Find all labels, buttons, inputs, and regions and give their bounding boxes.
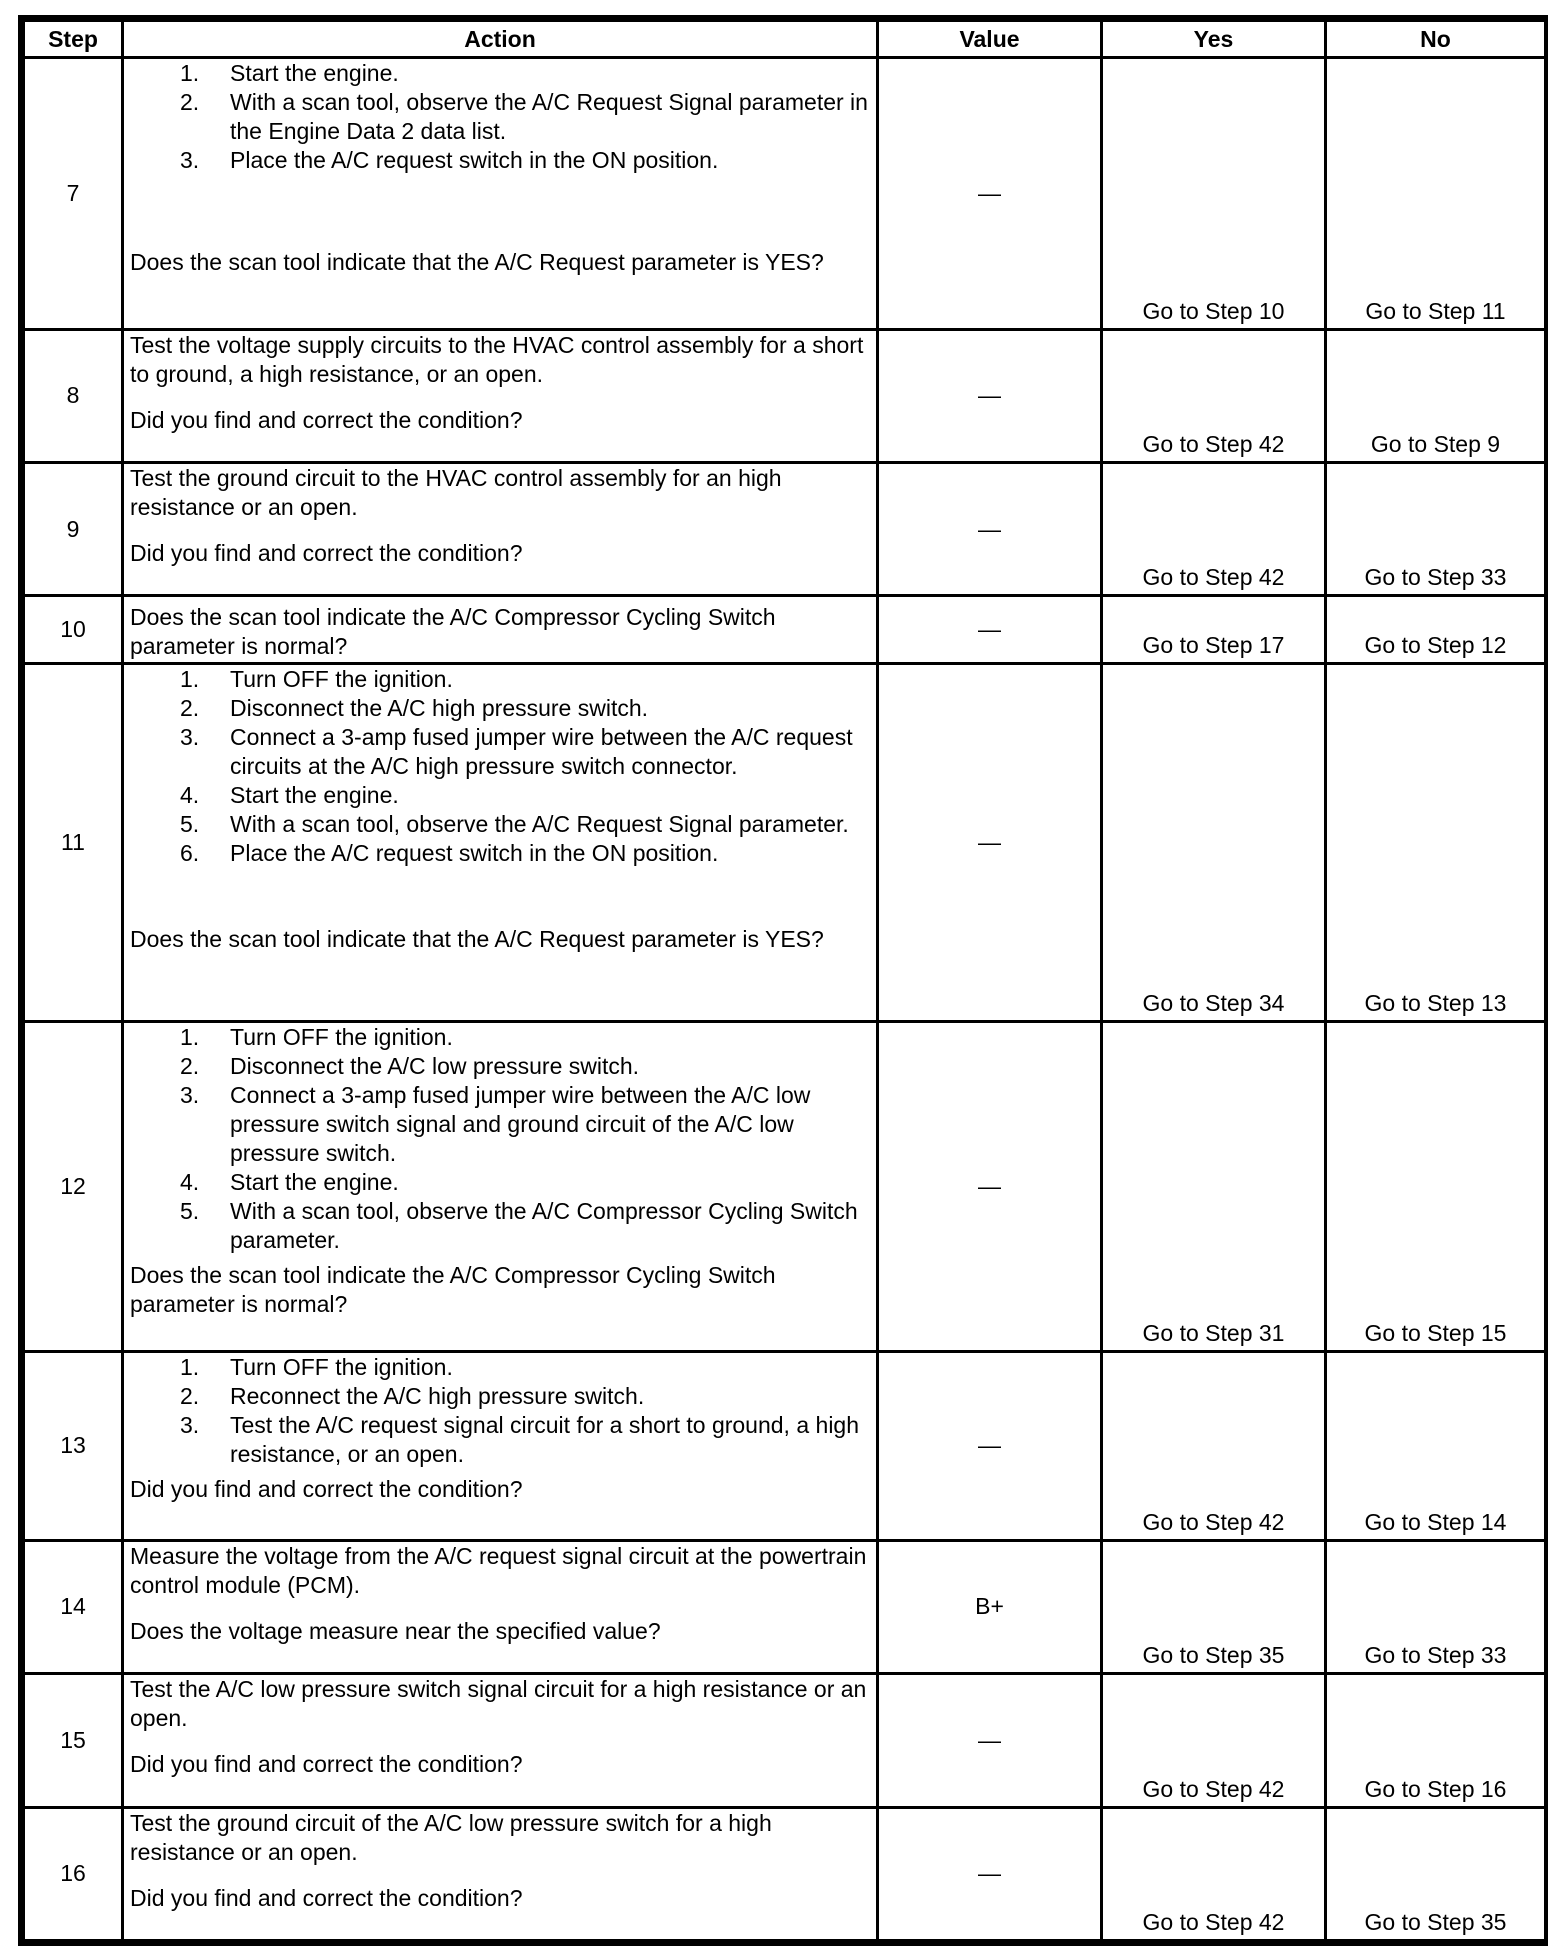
step-number: 10 bbox=[24, 596, 123, 664]
action-content bbox=[130, 1809, 870, 1913]
value-dash: — bbox=[978, 382, 1001, 409]
action-question: Did you find and correct the condition? bbox=[130, 406, 523, 433]
action-instructions bbox=[130, 1353, 870, 1469]
action-step-number: 5. bbox=[180, 811, 200, 838]
action-step-item bbox=[130, 1353, 870, 1382]
action-step-text: Connect a 3-amp fused jumper wire between the A/C request circuits at the A/C high pressure switch connector. bbox=[230, 724, 853, 780]
action-text: Test the ground circuit to the HVAC control assembly for an high resistance or an open. bbox=[130, 464, 782, 520]
no-action: Go to Step 33 bbox=[1326, 1540, 1546, 1673]
action-instructions bbox=[130, 1023, 870, 1255]
action-cell bbox=[123, 329, 878, 462]
action-step-text: Test the A/C request signal circuit for a short to ground, a high resistance, or an open. bbox=[230, 1411, 860, 1467]
table-row bbox=[24, 596, 1546, 664]
action-step-item bbox=[130, 694, 870, 723]
action-content bbox=[130, 464, 870, 568]
action-question: Did you find and correct the condition? bbox=[130, 1884, 523, 1911]
action-step-number: 2. bbox=[180, 89, 200, 115]
action-step-list bbox=[130, 59, 870, 175]
no-action: Go to Step 14 bbox=[1326, 1351, 1546, 1540]
value-dash: — bbox=[978, 1860, 1001, 1887]
action-step-number: 1. bbox=[180, 1023, 200, 1050]
action-instructions bbox=[130, 665, 870, 868]
value-cell bbox=[878, 1351, 1102, 1540]
table-row bbox=[24, 1540, 1546, 1673]
action-step-text: With a scan tool, observe the A/C Compressor Cycling Switch parameter. bbox=[230, 1197, 858, 1253]
step-number: 7 bbox=[24, 58, 123, 330]
action-step-item bbox=[130, 665, 870, 694]
yes-action: Go to Step 42 bbox=[1102, 1351, 1326, 1540]
action-step-item bbox=[130, 1382, 870, 1411]
yes-action: Go to Step 10 bbox=[1102, 58, 1326, 330]
header-row bbox=[24, 21, 1546, 58]
value-cell bbox=[878, 596, 1102, 664]
action-cell bbox=[123, 1540, 878, 1673]
action-step-text: Turn OFF the ignition. bbox=[230, 1023, 453, 1050]
action-cell bbox=[123, 596, 878, 664]
action-content bbox=[130, 1353, 870, 1503]
action-question: Did you find and correct the condition? bbox=[130, 539, 523, 566]
action-content bbox=[130, 59, 870, 277]
action-step-number: 2. bbox=[180, 1052, 200, 1079]
action-content bbox=[130, 665, 870, 954]
action-step-text: With a scan tool, observe the A/C Request Signal parameter in the Engine Data 2 data list. bbox=[230, 89, 868, 144]
table-body bbox=[24, 58, 1546, 1941]
action-step-item bbox=[130, 59, 870, 88]
value-dash: — bbox=[978, 515, 1001, 542]
table-row bbox=[24, 329, 1546, 462]
action-text: Test the voltage supply circuits to the HVAC control assembly for a short to ground, a high resistance, or an open. bbox=[130, 331, 864, 387]
action-step-item bbox=[130, 810, 870, 839]
action-step-item bbox=[130, 1411, 870, 1469]
action-cell bbox=[123, 1674, 878, 1807]
action-step-item bbox=[130, 1168, 870, 1197]
action-step-text: Start the engine. bbox=[230, 782, 399, 809]
value-dash: — bbox=[978, 179, 1001, 206]
action-text: Test the A/C low pressure switch signal circuit for a high resistance or an open. bbox=[130, 1676, 867, 1732]
action-question: Does the scan tool indicate the A/C Compressor Cycling Switch parameter is normal? bbox=[130, 604, 776, 660]
value-cell bbox=[878, 329, 1102, 462]
action-step-number: 2. bbox=[180, 695, 200, 722]
action-step-text: Reconnect the A/C high pressure switch. bbox=[230, 1382, 645, 1409]
step-number: 11 bbox=[24, 664, 123, 1022]
action-step-text: With a scan tool, observe the A/C Request Signal parameter. bbox=[230, 811, 849, 838]
action-step-number: 3. bbox=[180, 724, 200, 751]
action-instructions bbox=[130, 464, 870, 522]
value-cell bbox=[878, 462, 1102, 595]
action-step-number: 1. bbox=[180, 1353, 200, 1380]
no-action: Go to Step 11 bbox=[1326, 58, 1546, 330]
yes-action: Go to Step 42 bbox=[1102, 1807, 1326, 1940]
action-step-number: 3. bbox=[180, 147, 200, 173]
action-step-number: 3. bbox=[180, 1081, 200, 1108]
step-number: 9 bbox=[24, 462, 123, 595]
action-content bbox=[130, 597, 870, 660]
action-step-text: Turn OFF the ignition. bbox=[230, 666, 453, 693]
header-no: No bbox=[1326, 21, 1546, 58]
value-dash: — bbox=[978, 1172, 1001, 1199]
action-step-number: 4. bbox=[180, 782, 200, 809]
table-row bbox=[24, 664, 1546, 1022]
action-question: Does the voltage measure near the specified value? bbox=[130, 1617, 661, 1644]
value-cell bbox=[878, 664, 1102, 1022]
action-instructions bbox=[130, 1809, 870, 1867]
action-step-item bbox=[130, 1023, 870, 1052]
action-step-list bbox=[130, 665, 870, 868]
action-step-text: Place the A/C request switch in the ON position. bbox=[230, 840, 719, 867]
action-cell bbox=[123, 664, 878, 1022]
value-dash: — bbox=[978, 829, 1001, 856]
step-number: 8 bbox=[24, 329, 123, 462]
action-question: Does the scan tool indicate that the A/C Request parameter is YES? bbox=[130, 249, 824, 275]
yes-action: Go to Step 17 bbox=[1102, 596, 1326, 664]
action-step-list bbox=[130, 1353, 870, 1469]
value-cell bbox=[878, 58, 1102, 330]
action-step-text: Start the engine. bbox=[230, 60, 399, 86]
yes-action: Go to Step 42 bbox=[1102, 329, 1326, 462]
action-content bbox=[130, 1023, 870, 1317]
no-action: Go to Step 33 bbox=[1326, 462, 1546, 595]
table-row bbox=[24, 58, 1546, 330]
action-step-text: Turn OFF the ignition. bbox=[230, 1353, 453, 1380]
action-step-number: 1. bbox=[180, 60, 200, 86]
no-action: Go to Step 13 bbox=[1326, 664, 1546, 1022]
action-step-item bbox=[130, 146, 870, 175]
action-step-item bbox=[130, 1197, 870, 1255]
step-number: 12 bbox=[24, 1021, 123, 1351]
step-number: 13 bbox=[24, 1351, 123, 1540]
value-dash: — bbox=[978, 1432, 1001, 1459]
step-number: 15 bbox=[24, 1674, 123, 1807]
action-instructions bbox=[130, 59, 870, 175]
value-cell: B+ bbox=[878, 1540, 1102, 1673]
table-row bbox=[24, 1351, 1546, 1540]
action-step-text: Disconnect the A/C low pressure switch. bbox=[230, 1052, 640, 1079]
yes-action: Go to Step 31 bbox=[1102, 1021, 1326, 1351]
action-step-item bbox=[130, 1081, 870, 1168]
action-instructions bbox=[130, 331, 870, 389]
header-yes: Yes bbox=[1102, 21, 1326, 58]
action-step-item bbox=[130, 1052, 870, 1081]
action-instructions bbox=[130, 1675, 870, 1733]
action-cell bbox=[123, 462, 878, 595]
action-step-number: 4. bbox=[180, 1168, 200, 1195]
no-action: Go to Step 9 bbox=[1326, 329, 1546, 462]
table-row bbox=[24, 1021, 1546, 1351]
action-content bbox=[130, 1675, 870, 1779]
action-step-number: 5. bbox=[180, 1197, 200, 1224]
action-cell bbox=[123, 1807, 878, 1940]
action-cell bbox=[123, 1351, 878, 1540]
action-question: Did you find and correct the condition? bbox=[130, 1475, 523, 1502]
action-question: Does the scan tool indicate the A/C Compressor Cycling Switch parameter is normal? bbox=[130, 1261, 776, 1317]
value-cell bbox=[878, 1674, 1102, 1807]
no-action: Go to Step 15 bbox=[1326, 1021, 1546, 1351]
no-action: Go to Step 12 bbox=[1326, 596, 1546, 664]
yes-action: Go to Step 42 bbox=[1102, 1674, 1326, 1807]
no-action: Go to Step 16 bbox=[1326, 1674, 1546, 1807]
header-step: Step bbox=[24, 21, 123, 58]
action-instructions bbox=[130, 1542, 870, 1600]
value-cell bbox=[878, 1807, 1102, 1940]
yes-action: Go to Step 42 bbox=[1102, 462, 1326, 595]
yes-action: Go to Step 35 bbox=[1102, 1540, 1326, 1673]
header-action: Action bbox=[123, 21, 878, 58]
action-step-item bbox=[130, 839, 870, 868]
action-content bbox=[130, 1542, 870, 1646]
action-step-number: 3. bbox=[180, 1411, 200, 1438]
action-content bbox=[130, 331, 870, 435]
value-dash: — bbox=[978, 1726, 1001, 1753]
header-value: Value bbox=[878, 21, 1102, 58]
table-row bbox=[24, 1674, 1546, 1807]
action-question: Does the scan tool indicate that the A/C Request parameter is YES? bbox=[130, 926, 824, 953]
action-step-item bbox=[130, 781, 870, 810]
diagnostic-table bbox=[22, 19, 1547, 1942]
action-step-number: 6. bbox=[180, 840, 200, 867]
value-dash: — bbox=[978, 616, 1001, 643]
action-text: Measure the voltage from the A/C request signal circuit at the powertrain control module (PCM). bbox=[130, 1542, 867, 1598]
action-cell bbox=[123, 58, 878, 330]
action-step-number: 1. bbox=[180, 666, 200, 693]
action-step-number: 2. bbox=[180, 1382, 200, 1409]
step-number: 14 bbox=[24, 1540, 123, 1673]
action-step-list bbox=[130, 1023, 870, 1255]
action-step-text: Connect a 3-amp fused jumper wire between the A/C low pressure switch signal and ground circuit of the A/C low pressure switch. bbox=[230, 1081, 811, 1166]
value-cell bbox=[878, 1021, 1102, 1351]
table-row bbox=[24, 462, 1546, 595]
action-text: Test the ground circuit of the A/C low pressure switch for a high resistance or an open. bbox=[130, 1809, 772, 1865]
step-number: 16 bbox=[24, 1807, 123, 1940]
yes-action: Go to Step 34 bbox=[1102, 664, 1326, 1022]
action-step-item bbox=[130, 723, 870, 781]
action-step-text: Disconnect the A/C high pressure switch. bbox=[230, 695, 649, 722]
action-question: Did you find and correct the condition? bbox=[130, 1751, 523, 1778]
action-step-text: Start the engine. bbox=[230, 1168, 399, 1195]
table-row bbox=[24, 1807, 1546, 1940]
diagnostic-table-frame bbox=[18, 15, 1548, 1946]
action-cell bbox=[123, 1021, 878, 1351]
no-action: Go to Step 35 bbox=[1326, 1807, 1546, 1940]
action-step-text: Place the A/C request switch in the ON position. bbox=[230, 147, 719, 173]
action-step-item bbox=[130, 88, 870, 146]
